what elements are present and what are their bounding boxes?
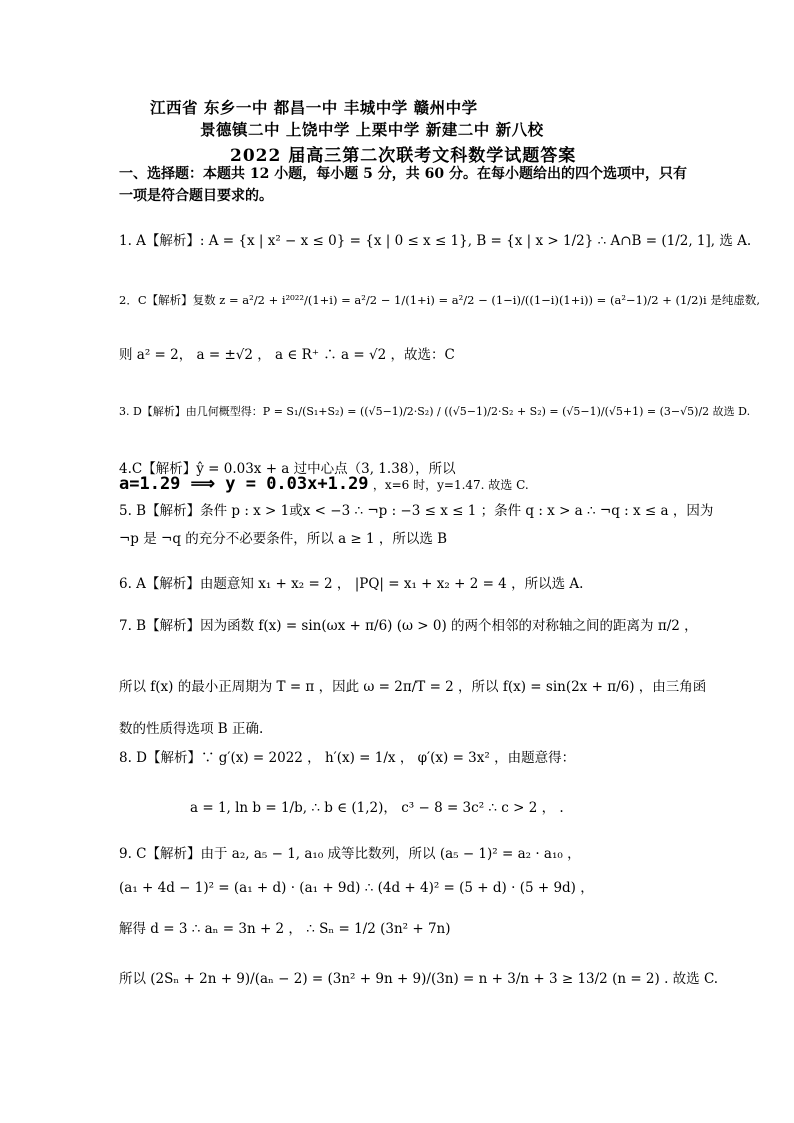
- answer-2-cont: 则 a² = 2， a = ±√2 ， a ∈ R⁺ ∴ a = √2 ，故选：C: [119, 347, 455, 363]
- answer-4-formula: a=1.29 ⟹ y = 0.03x+1.29: [119, 474, 369, 494]
- document-title: 2022 届高三第二次联考文科数学试题答案: [230, 146, 577, 166]
- answer-4: 4.C【解析】ŷ = 0.03x + a 过中心点（3, 1.38），所以: [119, 461, 456, 477]
- answer-9-cont-3: 所以 (2Sₙ + 2n + 9)/(aₙ − 2) = (3n² + 9n + 9)/(3n) = n + 3/n + 3 ≥ 13/2 (n = 2) . 故选 C.: [119, 971, 719, 987]
- answer-7-cont-2: 数的性质得选项 B 正确.: [119, 721, 264, 737]
- section-intro-line-2: 一项是符合题目要求的。: [119, 188, 273, 204]
- answer-7: 7. B【解析】因为函数 f(x) = sin(ωx + π/6) (ω > 0) 的两个相邻的对称轴之间的距离为 π/2 ，: [119, 618, 698, 634]
- answer-1: 1. A【解析】: A = {x | x² − x ≤ 0} = {x | 0 ≤ x ≤ 1}, B = {x | x > 1/2} ∴ A∩B = (1/2, 1], 选 A.: [119, 233, 752, 249]
- answer-5: 5. B【解析】条件 p : x > 1或x < −3 ∴ ¬p : −3 ≤ x ≤ 1 ；条件 q : x > a ∴ ¬q : x ≤ a ，因为: [119, 503, 714, 519]
- answer-7-cont: 所以 f(x) 的最小正周期为 T = π ，因此 ω = 2π/T = 2 ，所以 f(x) = sin(2x + π/6) ，由三角函: [119, 679, 707, 695]
- section-intro-line-1: 一、选择题：本题共 12 小题，每小题 5 分，共 60 分。在每小题给出的四个选项中，只有: [119, 166, 687, 182]
- header-schools-line-1: 江西省 东乡一中 都昌一中 丰城中学 赣州中学: [150, 98, 478, 117]
- answer-8: 8. D【解析】∵ g′(x) = 2022 ， h′(x) = 1/x ， φ′(x) = 3x² ，由题意得：: [119, 750, 576, 766]
- answer-5-cont: ¬p 是 ¬q 的充分不必要条件，所以 a ≥ 1 ，所以选 B: [119, 531, 448, 547]
- answer-2: 2．C【解析】复数 z = a²/2 + i²⁰²²/(1+i) = a²/2 − 1/(1+i) = a²/2 − (1−i)/((1−i)(1+i)) = (a²−1)/2 + (1/2)i 是纯虚数,: [119, 293, 760, 307]
- answer-9-cont: (a₁ + 4d − 1)² = (a₁ + d) · (a₁ + 9d) ∴ (4d + 4)² = (5 + d) · (5 + 9d) ，: [119, 880, 594, 896]
- header-schools-line-2: 景德镇二中 上饶中学 上栗中学 新建二中 新八校: [200, 120, 544, 139]
- answer-9-cont-2: 解得 d = 3 ∴ aₙ = 3n + 2 ， ∴ Sₙ = 1/2 (3n² + 7n): [119, 921, 451, 937]
- answer-8-cont: a = 1, ln b = 1/b, ∴ b ∈ (1,2)， c³ − 8 = 3c² ∴ c > 2 ， .: [190, 800, 564, 816]
- answer-6: 6. A【解析】由题意知 x₁ + x₂ = 2 ， |PQ| = x₁ + x₂ + 2 = 4 ，所以选 A.: [119, 576, 584, 592]
- answer-4-conclusion: ，x=6 时，y=1.47. 故选 C.: [372, 478, 529, 492]
- answer-3: 3. D【解析】由几何概型得：P = S₁/(S₁+S₂) = ((√5−1)/2·S₂) / ((√5−1)/2·S₂ + S₂) = (√5−1)/(√5+1) = (3−√5)/2 故选 D.: [119, 405, 751, 418]
- answer-9: 9. C【解析】由于 a₂, a₅ − 1, a₁₀ 成等比数列，所以 (a₅ − 1)² = a₂ · a₁₀ ，: [119, 846, 581, 862]
